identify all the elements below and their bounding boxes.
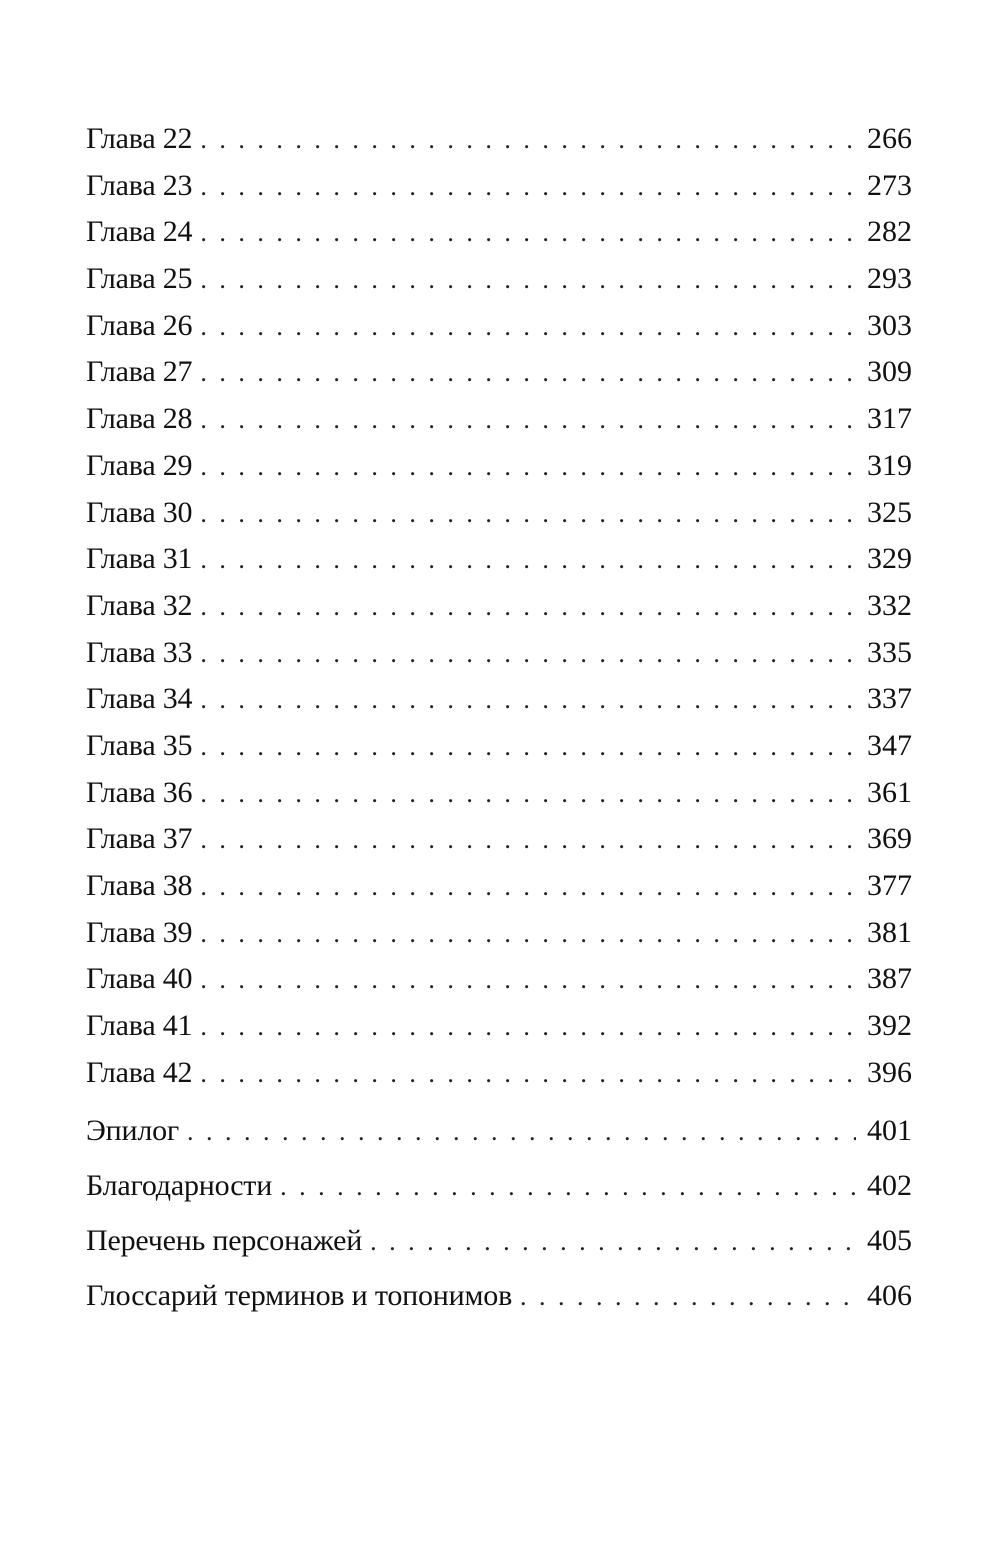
toc-entry-title: Глава 37 xyxy=(86,822,193,856)
toc-entry[interactable] xyxy=(86,816,912,863)
toc-entry-title: Благодарности xyxy=(86,1169,273,1203)
toc-entry-characters[interactable] xyxy=(86,1213,912,1268)
toc-entry-title: Глава 25 xyxy=(86,262,193,296)
toc-dot-leader xyxy=(280,1159,856,1214)
toc-entry-page: 402 xyxy=(867,1169,912,1203)
toc-entry-page: 293 xyxy=(867,262,912,296)
toc-entry-title: Глава 28 xyxy=(86,402,193,436)
toc-dot-leader xyxy=(200,957,856,1004)
toc-entry-acknowledgements[interactable] xyxy=(86,1158,912,1213)
toc-dot-leader xyxy=(200,817,856,864)
toc-entry[interactable] xyxy=(86,863,912,910)
toc-entry-page: 329 xyxy=(867,542,912,576)
toc-entry[interactable] xyxy=(86,723,912,770)
toc-dot-leader xyxy=(200,164,856,211)
toc-entry-title: Глава 27 xyxy=(86,355,193,389)
toc-entry-page: 273 xyxy=(867,168,912,202)
toc-entry-page: 392 xyxy=(867,1009,912,1043)
table-of-contents xyxy=(86,116,912,1323)
toc-entry[interactable] xyxy=(86,1003,912,1050)
toc-dot-leader xyxy=(200,584,856,631)
toc-entry-page: 361 xyxy=(867,775,912,809)
toc-entry-page: 377 xyxy=(867,869,912,902)
toc-dot-leader xyxy=(200,631,856,678)
toc-entry-title: Глава 22 xyxy=(86,122,193,155)
toc-entry-page: 369 xyxy=(867,822,912,856)
toc-entry-page: 325 xyxy=(867,495,912,529)
toc-entry-epilogue[interactable] xyxy=(86,1103,912,1158)
toc-entry[interactable] xyxy=(86,536,912,583)
toc-entry-title: Перечень персонажей xyxy=(86,1224,363,1258)
toc-entry-glossary[interactable] xyxy=(86,1268,912,1323)
toc-dot-leader xyxy=(200,491,856,538)
toc-entry[interactable] xyxy=(86,1050,912,1097)
toc-dot-leader xyxy=(200,210,856,257)
toc-entry-title: Глава 31 xyxy=(86,542,193,576)
toc-dot-leader xyxy=(200,771,856,818)
toc-dot-leader xyxy=(200,397,856,444)
toc-entry-title: Глава 33 xyxy=(86,635,193,669)
toc-dot-leader xyxy=(200,257,856,304)
toc-entry-title: Глава 42 xyxy=(86,1055,193,1089)
toc-dot-leader xyxy=(520,1269,856,1324)
toc-dot-leader xyxy=(370,1214,856,1269)
toc-entry-page: 282 xyxy=(867,215,912,249)
toc-entry[interactable] xyxy=(86,396,912,443)
toc-entry-page: 381 xyxy=(867,915,912,949)
toc-entry-title: Глава 41 xyxy=(86,1009,193,1043)
toc-entry[interactable] xyxy=(86,256,912,303)
toc-entry-title: Глава 26 xyxy=(86,308,193,342)
toc-dot-leader xyxy=(200,444,856,491)
toc-dot-leader xyxy=(200,724,856,771)
toc-entry-page: 406 xyxy=(867,1279,912,1313)
toc-entry[interactable] xyxy=(86,303,912,350)
toc-entry-page: 401 xyxy=(867,1114,912,1148)
toc-entry[interactable] xyxy=(86,163,912,210)
toc-entry[interactable] xyxy=(86,490,912,537)
toc-entry-title: Глава 24 xyxy=(86,215,193,249)
toc-entry-title: Глоссарий терминов и топонимов xyxy=(86,1279,513,1313)
toc-dot-leader xyxy=(200,911,856,958)
toc-entry-title: Глава 36 xyxy=(86,775,193,809)
toc-entry-page: 332 xyxy=(867,588,912,622)
toc-entry-page: 266 xyxy=(867,122,912,155)
toc-entry-page: 387 xyxy=(867,962,912,996)
toc-entry[interactable] xyxy=(86,630,912,677)
toc-entry-page: 309 xyxy=(867,355,912,389)
toc-entry-page: 317 xyxy=(867,402,912,436)
toc-dot-leader xyxy=(200,864,856,911)
toc-entry[interactable] xyxy=(86,443,912,490)
toc-dot-leader xyxy=(187,1104,856,1159)
toc-entry[interactable] xyxy=(86,209,912,256)
toc-entry-page: 319 xyxy=(867,448,912,482)
toc-entry-title: Глава 39 xyxy=(86,915,193,949)
toc-entry[interactable] xyxy=(86,910,912,957)
toc-entry-page: 347 xyxy=(867,728,912,762)
toc-entry-page: 396 xyxy=(867,1055,912,1089)
toc-entry-page: 303 xyxy=(867,308,912,342)
toc-dot-leader xyxy=(200,304,856,351)
toc-entry[interactable] xyxy=(86,583,912,630)
toc-entry-title: Эпилог xyxy=(86,1114,179,1148)
toc-entry-page: 335 xyxy=(867,635,912,669)
toc-dot-leader xyxy=(200,537,856,584)
toc-dot-leader xyxy=(200,350,856,397)
toc-entry-title: Глава 29 xyxy=(86,448,193,482)
toc-entry[interactable] xyxy=(86,770,912,817)
toc-dot-leader xyxy=(200,1051,856,1098)
toc-entry-title: Глава 32 xyxy=(86,588,193,622)
toc-entry-page: 337 xyxy=(867,682,912,716)
toc-entry-title: Глава 23 xyxy=(86,168,193,202)
toc-entry-page: 405 xyxy=(867,1224,912,1258)
toc-entry[interactable] xyxy=(86,956,912,1003)
toc-entry-title: Глава 30 xyxy=(86,495,193,529)
toc-entry[interactable] xyxy=(86,349,912,396)
toc-entry[interactable] xyxy=(86,676,912,723)
toc-entry-title: Глава 40 xyxy=(86,962,193,996)
toc-dot-leader xyxy=(200,117,856,164)
toc-entry-title: Глава 34 xyxy=(86,682,193,716)
toc-entry[interactable] xyxy=(86,116,912,163)
toc-dot-leader xyxy=(200,1004,856,1051)
toc-entry-title: Глава 35 xyxy=(86,728,193,762)
toc-entry-title: Глава 38 xyxy=(86,869,193,902)
toc-dot-leader xyxy=(200,677,856,724)
